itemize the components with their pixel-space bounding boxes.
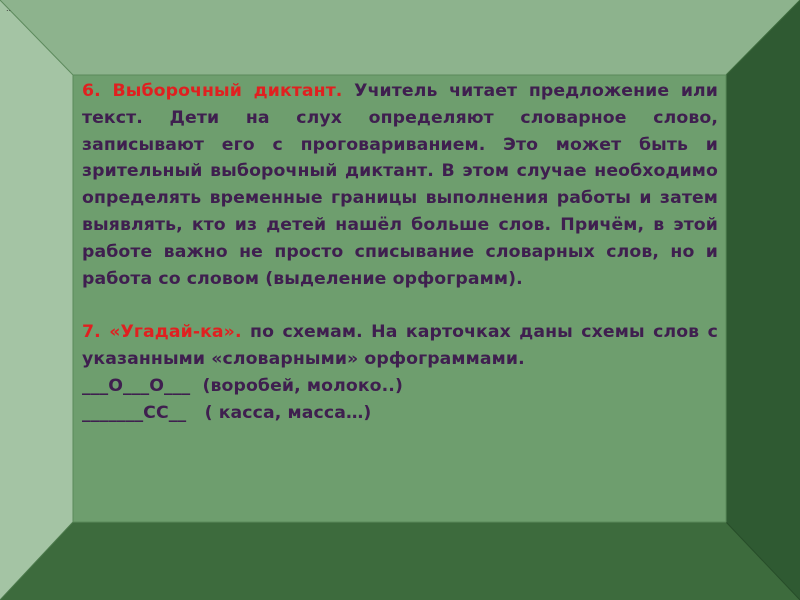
right-bevel — [726, 0, 800, 600]
slide-content — [82, 78, 718, 516]
item-6-heading: 6. Выборочный диктант. — [82, 81, 343, 101]
item-7-paragraph — [82, 319, 718, 373]
scheme-line-1: ___О___О___ (воробей, молоко..) — [82, 375, 403, 396]
item-6-text: Учитель читает предложение или текст. Дети на слух определяют словарное слово, записывают его с проговариванием. Это может быть и зрительный выборочный диктант. В этом случае необходимо определять временные границы выполнения работы и затем выявлять, кто из детей нашёл больше слов. Причём, в этой работе важно не просто списывание словарных слов, но и работа со словом (выделение орфограмм). — [82, 81, 719, 289]
item-7-text: по схемам. На карточках даны схемы слов с указанными «словарными» орфограммами. — [82, 322, 718, 369]
corner-mark: .. — [6, 4, 12, 13]
paragraph-gap — [82, 292, 718, 319]
item-7-heading: 7. «Угадай-ка». — [82, 322, 242, 343]
item-6-paragraph — [82, 78, 718, 292]
bottom-bevel — [0, 522, 800, 600]
left-bevel — [0, 0, 73, 600]
scheme-line-2: _______СС__ ( касса, масса…) — [82, 402, 372, 423]
top-bevel — [0, 0, 800, 75]
